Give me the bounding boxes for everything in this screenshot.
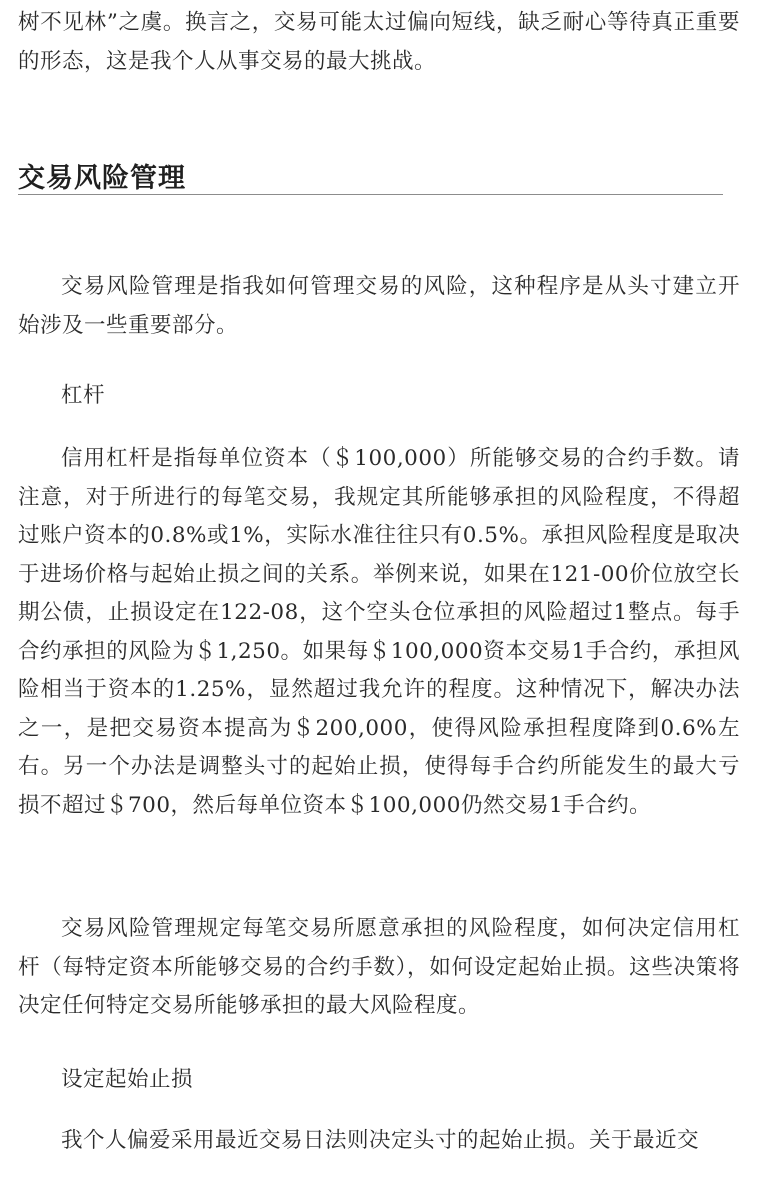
section-intro-paragraph: 交易风险管理是指我如何管理交易的风险，这种程序是从头寸建立开始涉及一些重要部分。 xyxy=(18,274,740,338)
initial-stop-paragraph-1: 我个人偏爱采用最近交易日法则决定头寸的起始止损。关于最近交 xyxy=(61,1128,700,1153)
section-divider xyxy=(18,194,723,195)
leverage-heading: 杠杆 xyxy=(61,383,106,408)
opening-paragraph: 树不见林”之虞。换言之，交易可能太过偏向短线，缺乏耐心等待真正重要的形态，这是我个人从事交易的最大挑战。 xyxy=(18,10,740,74)
initial-stop-heading: 设定起始止损 xyxy=(61,1067,194,1092)
section-title: 交易风险管理 xyxy=(18,163,186,194)
leverage-paragraph-1: 信用杠杆是指每单位资本（＄100,000）所能够交易的合约手数。请注意，对于所进行的每笔交易，我规定其所能够承担的风险程度，不得超过账户资本的0.8%或1%，实际水准往往只有0.5%。承担风险程度是取决于进场价格与起始止损之间的关系。举例来说，如果在121-00价位放空长期公债，止损设定在122-08，这个空头仓位承担的风险超过1整点。每手合约承担的风险为＄1,250。如果每＄100,000资本交易1手合约，承担风险相当于资本的1.25%，显然超过我允许的程度。这种情况下，解决办法之一，是把交易资本提高为＄200,000，使得风险承担程度降到0.6%左右。另一个办法是调整头寸的起始止损，使得每手合约所能发生的最大亏损不超过＄700，然后每单位资本＄100,000仍然交易1手合约。 xyxy=(18,446,740,818)
leverage-paragraph-2: 交易风险管理规定每笔交易所愿意承担的风险程度，如何决定信用杠杆（每特定资本所能够交易的合约手数），如何设定起始止损。这些决策将决定任何特定交易所能够承担的最大风险程度。 xyxy=(18,916,740,1018)
